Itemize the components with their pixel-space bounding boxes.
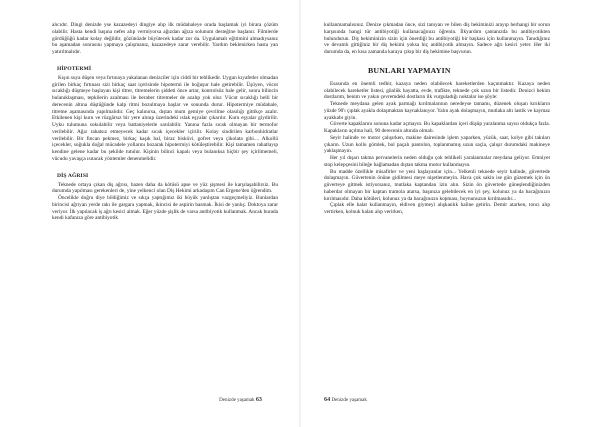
left-page-number: 63 [255,396,262,403]
heading-dont-do-these: BUNLARI YAPMAYIN [368,65,451,75]
accident-paragraph-7: Çıplak elle halat kullanmayın, eldiven giymeyi alışkanlık haline getirin. Demir atarken, toncı alıp vertirken, kolnuk halatı alıp verirken, [324,202,550,215]
right-folio-label: Denizde yaşamak [331,398,367,403]
accident-paragraph-6: Bu madde özellikle misafirler ve yeni başlayanlar için... Yelkenli teknede seyir halinde, güvertede dolaşmayın. Güvertenin önüne gidilmesi meye nişetlenmeyin. Hava çok sakin ise gün güzemek için ön güverteye gitmek istiyorsanız, mutlaka kaptandan izin alın. Sizin ön güvertede güneşlendiğinizden haberdar olmayan bir kaptan tramola atarsa, başınıza gelebilecek en iyi şey, kolunuz ya da bacağınızın kırılmasıdır. Daha kötüleri, kolunuz ya da bacağınızın kopması, boynunuzun kırılmasıdır... [324,168,550,202]
right-folio [324,397,367,404]
accident-paragraph-1: Esasında en önemli tedbir, kazaya neden olabilecek hareketlerden kaçınmaktır. Kazaya neden olabilecek hareketler listesi, günlük hayatta, evde, trafikte, teknede çok uzun bir listedir. Denizci hekim dostlarım, benim ve yakın çevremdeki dostların ilk vurguladığı noktalar ise şöyle: [324,80,550,101]
right-page [300,0,600,427]
accident-paragraph-5: Her yıl dışarı takma pervanelerin neden olduğu çok tehlikeli yaralanmalar meydana geliyor. Emniyet stop kelepçesini bileğe bağlamadan dıştan takma motor kullanmayın. [324,155,550,168]
toothache-paragraph-1: Teknede ortaya çıkan diş ağrısı, bazen daha da kötüsü apse ve yüz şişmesi ile karşılaşabilirsiz. Bu durumda yapılması gerekenleri de, yine yelkenci olan Diş Hekimi arkadaşım Can Ergene'den öğrendim. [52,181,278,195]
right-page-number: 64 [324,396,331,403]
left-text-column [52,22,278,222]
right-intro-paragraph: kullanmamalısınız. Denize çıkmadan önce, sizi tanıyan ve bilen diş hekiminizi arayıp herhangi bir sorun karşısında hangi tür antibiyotiği kullanacağınızı öğrenin. İlkyardım çantanızda bu antibiyotikten bulundurun. Diş hekiminizin sizin için önerdiği bu antibiyotiği bir başkası için kullanmayın. Tanıdığınız ve devamlı gittiğiniz bir diş hekimi yoksa hiç antibiyotik almayın. Sadece ağrı kesici yeter. Her iki durumda da, en kısa zamanda karaya çıkıp bir diş hekimine başvurun. [324,22,550,55]
heading-toothache: DİŞ AĞRISI [57,172,89,179]
heading-hypothermia: HİPOTERMİ [57,65,92,72]
left-folio [219,397,262,404]
hypothermia-paragraph: Kışın suya düşen veya fırtınaya yakalanan denizciler için ciddi bir tehlikedir. Uygun kıyafetler olmadan girilen birkaç fırtınası sizi birkaç saat içerisinde hipotermi ile boğuşur hale getirebilir. Üşüyen, vücut sıcaklığı düşmeye başlayan kişi titrer, titremelerin şiddeti önce artar, kontrolsüz hale gelir, sonra bilincin bulanıklaşması, tepkilerin azalması ile beraber titremeler de azalıp yok olur. Vücut sıcaklığı belli bir derecenin altına düştüğünde kalp ritmi bozulmaya başlar ve sonunda durur. Hipotermiye müdahale, titreme aşamasında yapılmalıdır. Geç kalınırsa, dıştan mum gemiye çevrilme olasılığı gittikçe azalır. Etkilenen kişi kuru ve rüzgârsız bir yere alınıp üzerindeki ıslak eşyalar çıkarılır. Kuru eşyalar giydirilir. Uyku tulumuna sokulabilir veya battaniyelerle sarılabilir. Yanına fazla sıcak olmayan bir termofor verilebilir. Ağız rahatsız etmeyecek kadar sıcak içecekler içirilir. Kolay sindirilen karbonhidratlar verilebilir. Bir fincan pekmez, birkaç kaşık bal, biraz bisküvi, gofret veya çikolata gibi.... Alkollü içecekler, soğukla doğal mücadele yollarını bozarak hipotermiyi kötüleştirebilir. Kişi tamamen rahatlayıp kendine gelene kadar bu şekilde tutulur. Kişinin bilinci kapalı veya bulanıksa hiçbir şey içirilmemeli, vücudu yavaşça ısıtacak yöntemler denenmelidir. [52,74,278,162]
right-text-column [324,22,550,216]
left-intro-paragraph: alıcıdır. Dingi denizde yse kazazedeyi dingiye alıp ilk müdahaleye orada başlamak iyi birara çözüm olabilir. Hasta kendi başına nefes alıp vermiyorsa ağızdan ağıza solunum desteğine başlanır. Filmlerde gördüğüğü kadar kolay değildir, gözünüzde büyütecek kadar zor da. Uygulamalı eğitimini almadıysanız bu aşamadan sonrasını yapmaya çalışmanız, kazazedeye zarar verebilir. Yardım beklenirken hasta yan yatırılmalıdır. [52,22,278,55]
accident-paragraph-4: Seyir halinde ve motor çalışırken, makine dairesinde işlem yaparken, yüzük, saat, kolye gibi takıları çıkarın. Uzun kollu gömlek, bol paçalı pantolon, toplanmamış uzun saçla, çalışır durumdaki makineye yaklaşmayın. [324,134,550,155]
left-folio-label: Denizde yaşamak [219,398,255,403]
toothache-paragraph-2: Öncelikle doğru diye bildiğimiz ve sıkça yaptığımız iki büyük yanlıştan vazgeçmeliyiz. Bunlardan birincisi ağrıyan yerde rakı ile gargara yapmak, ikincisi de aspirin basmak. İkisi de yanlış. Doktoya zarar veriyor. İlk yapılacak iş ağrı kesici almak. Eğer yüzde şişlik de varsa antibiyotik kullanmak. Ancak burada kendi kafanıza göre antibiyotik [52,195,278,222]
accident-paragraph-2: Teknede meydana gelen ayak parmağı kırılmalarının neredeyse tamamı, düzenek oluşan kırıkların yüzde 90'ı çıplak ayakla dolaşmaktan kaynaklanıyor. Yalın ayak dolaşmayın, mutlaka altı lastik ve kaymaz ayakkabı giyin. [324,101,551,121]
accident-paragraph-3: Güverte kapaklarını sonuna kadar açmayın. Bu kapaklardan içeri düşüp yaralanma sayısı oldukça fazla. Kapakların açılma hali, 90 derecenin altında olmalı. [324,121,550,134]
